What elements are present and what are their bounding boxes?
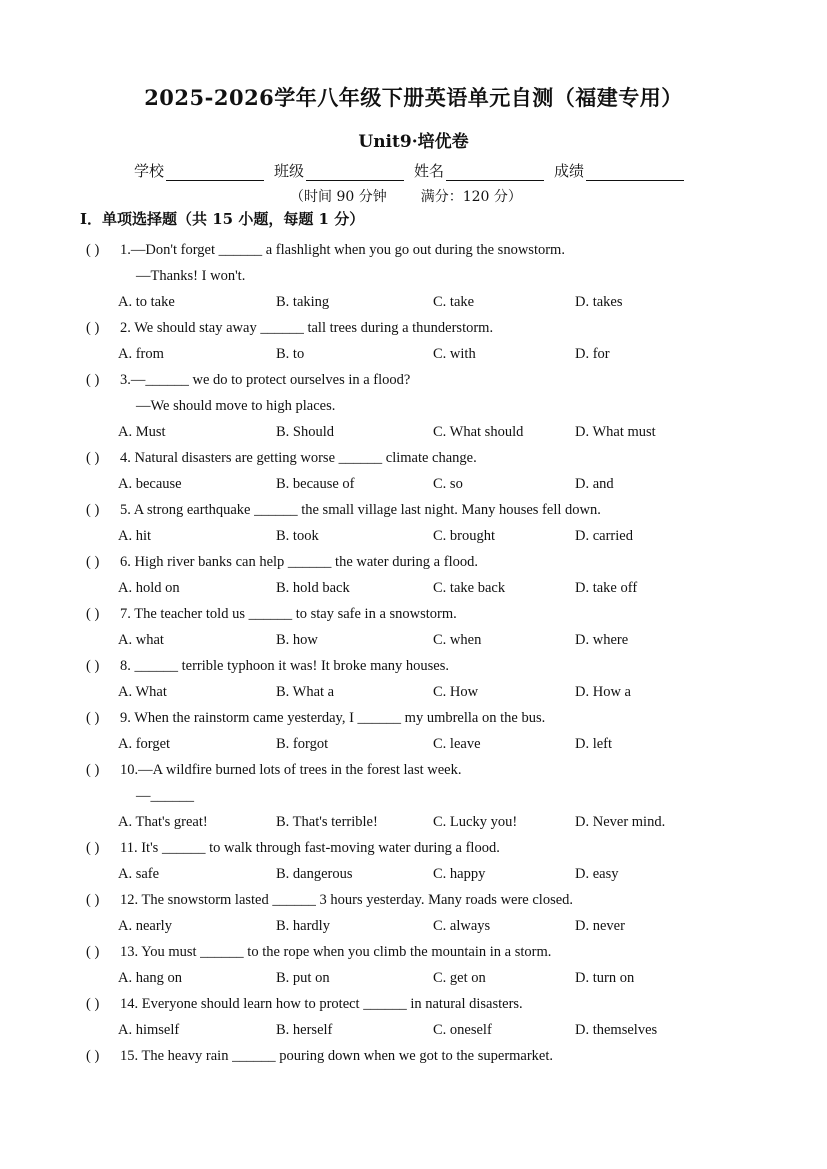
option-a: A. because — [118, 476, 182, 492]
question-item — [86, 445, 746, 497]
question-text: 2. We should stay away ______ tall trees during a thunderstorm. — [120, 320, 494, 336]
option-b: B. What a — [276, 684, 335, 700]
question-stem — [86, 237, 746, 263]
time-score-info — [290, 186, 522, 206]
question-item — [86, 991, 746, 1043]
option-d: D. themselves — [575, 1022, 658, 1038]
option-b: B. how — [276, 632, 318, 648]
option-c: C. when — [433, 632, 482, 648]
full-score: 满分：120 分） — [420, 189, 522, 205]
option-d: D. takes — [575, 294, 623, 310]
option-d: D. left — [575, 736, 613, 752]
question-item — [86, 601, 746, 653]
answer-bracket[interactable]: ( ) — [86, 1048, 100, 1064]
exam-title: 2025-2026学年八年级下册英语单元自测（福建专用） — [144, 85, 683, 110]
question-stem — [86, 445, 746, 471]
answer-bracket[interactable]: ( ) — [86, 762, 100, 778]
option-c: C. How — [433, 684, 479, 700]
option-a: A. safe — [118, 866, 160, 882]
dialogue-reply: —We should move to high places. — [136, 398, 336, 414]
question-stem — [86, 835, 746, 861]
option-c: C. happy — [433, 866, 486, 882]
option-row — [86, 965, 746, 991]
option-row — [86, 341, 746, 367]
option-d: D. carried — [575, 528, 633, 544]
question-text: 3.—______ we do to protect ourselves in a flood? — [120, 372, 411, 388]
option-row — [86, 575, 746, 601]
option-b: B. because of — [276, 476, 355, 492]
option-row — [86, 809, 746, 835]
question-text: 12. The snowstorm lasted ______ 3 hours yesterday. Many roads were closed. — [120, 892, 574, 908]
class-blank[interactable] — [306, 162, 404, 181]
question-stem — [86, 1043, 746, 1069]
question-stem — [86, 991, 746, 1017]
option-a: A. What — [118, 684, 167, 700]
question-stem — [86, 939, 746, 965]
option-c: C. oneself — [433, 1022, 492, 1038]
option-a: A. from — [118, 346, 164, 362]
score-field: 成绩 — [554, 160, 684, 181]
option-d: D. never — [575, 918, 625, 934]
question-stem — [86, 601, 746, 627]
question-text: 4. Natural disasters are getting worse ______ climate change. — [120, 450, 477, 466]
dialogue-reply: —______ — [136, 788, 194, 804]
option-c: C. take — [433, 294, 475, 310]
question-item — [86, 237, 746, 315]
option-a: A. hit — [118, 528, 152, 544]
answer-bracket[interactable]: ( ) — [86, 944, 100, 960]
option-b: B. forgot — [276, 736, 329, 752]
answer-bracket[interactable]: ( ) — [86, 502, 100, 518]
question-item — [86, 887, 746, 939]
option-row — [86, 861, 746, 887]
question-text: 1.—Don't forget ______ a flashlight when you go out during the snowstorm. — [120, 242, 565, 258]
option-b: B. That's terrible! — [276, 814, 378, 830]
option-row — [86, 731, 746, 757]
question-list — [86, 237, 746, 1069]
question-item — [86, 653, 746, 705]
school-blank[interactable] — [166, 162, 264, 181]
option-d: D. Never mind. — [575, 814, 666, 830]
question-text: 15. The heavy rain ______ pouring down when we got to the supermarket. — [120, 1048, 554, 1064]
answer-bracket[interactable]: ( ) — [86, 554, 100, 570]
option-row — [86, 523, 746, 549]
answer-bracket[interactable]: ( ) — [86, 450, 100, 466]
option-b: B. Should — [276, 424, 335, 440]
question-text: 13. You must ______ to the rope when you climb the mountain in a storm. — [120, 944, 552, 960]
answer-bracket[interactable]: ( ) — [86, 840, 100, 856]
option-c: C. get on — [433, 970, 486, 986]
option-a: A. to take — [118, 294, 175, 310]
option-d: D. easy — [575, 866, 619, 882]
answer-bracket[interactable]: ( ) — [86, 658, 100, 674]
answer-bracket[interactable]: ( ) — [86, 996, 100, 1012]
question-text: 7. The teacher told us ______ to stay safe in a snowstorm. — [120, 606, 457, 622]
option-b: B. herself — [276, 1022, 333, 1038]
answer-bracket[interactable]: ( ) — [86, 372, 100, 388]
question-item — [86, 367, 746, 445]
question-text: 9. When the rainstorm came yesterday, I ______ my umbrella on the bus. — [120, 710, 546, 726]
option-a: A. what — [118, 632, 164, 648]
question-item — [86, 939, 746, 991]
question-stem — [86, 653, 746, 679]
answer-bracket[interactable]: ( ) — [86, 242, 100, 258]
option-row — [86, 679, 746, 705]
question-item — [86, 705, 746, 757]
option-a: A. hold on — [118, 580, 180, 596]
school-field: 学校 — [134, 160, 264, 181]
dialogue-reply: —Thanks! I won't. — [136, 268, 246, 284]
option-d: D. and — [575, 476, 614, 492]
section-heading: I．单项选择题（共 15 小题，每题 1 分） — [80, 210, 365, 228]
question-item — [86, 315, 746, 367]
answer-bracket[interactable]: ( ) — [86, 320, 100, 336]
option-row — [86, 1017, 746, 1043]
question-stem — [86, 757, 746, 783]
question-stem — [86, 315, 746, 341]
question-item — [86, 1043, 746, 1069]
question-text: 8. ______ terrible typhoon it was! It broke many houses. — [120, 658, 450, 674]
answer-bracket[interactable]: ( ) — [86, 710, 100, 726]
option-d: D. How a — [575, 684, 631, 700]
option-a: A. Must — [118, 424, 166, 440]
option-c: C. brought — [433, 528, 496, 544]
answer-bracket[interactable]: ( ) — [86, 892, 100, 908]
option-c: C. Lucky you! — [433, 814, 518, 830]
question-stem — [86, 367, 746, 393]
question-text: 6. High river banks can help ______ the water during a flood. — [120, 554, 478, 570]
option-row — [86, 913, 746, 939]
option-row — [86, 419, 746, 445]
name-field: 姓名 — [414, 160, 544, 181]
class-field: 班级 — [274, 160, 404, 181]
option-d: D. take off — [575, 580, 638, 596]
student-info-row — [134, 160, 694, 181]
question-item — [86, 835, 746, 887]
question-item — [86, 549, 746, 601]
option-c: C. leave — [433, 736, 481, 752]
option-c: C. with — [433, 346, 476, 362]
question-text: 10.—A wildfire burned lots of trees in the forest last week. — [120, 762, 462, 778]
option-b: B. dangerous — [276, 866, 353, 882]
question-text: 11. It's ______ to walk through fast-moving water during a flood. — [120, 840, 500, 856]
question-item — [86, 757, 746, 835]
option-d: D. turn on — [575, 970, 635, 986]
score-blank[interactable] — [586, 162, 684, 181]
option-d: D. What must — [575, 424, 656, 440]
option-row — [86, 627, 746, 653]
option-a: A. himself — [118, 1022, 180, 1038]
time-limit: （时间 90 分钟 — [290, 189, 387, 205]
option-d: D. for — [575, 346, 610, 362]
option-c: C. so — [433, 476, 463, 492]
question-stem — [86, 705, 746, 731]
option-c: C. take back — [433, 580, 506, 596]
question-stem — [86, 549, 746, 575]
question-stem — [86, 497, 746, 523]
answer-bracket[interactable]: ( ) — [86, 606, 100, 622]
option-a: A. forget — [118, 736, 171, 752]
question-item — [86, 497, 746, 549]
option-d: D. where — [575, 632, 629, 648]
option-b: B. taking — [276, 294, 330, 310]
option-a: A. nearly — [118, 918, 172, 934]
option-b: B. put on — [276, 970, 330, 986]
question-text: 14. Everyone should learn how to protect ______ in natural disasters. — [120, 996, 523, 1012]
option-b: B. to — [276, 346, 305, 362]
option-a: A. hang on — [118, 970, 183, 986]
option-row — [86, 289, 746, 315]
option-b: B. took — [276, 528, 319, 544]
option-c: C. What should — [433, 424, 524, 440]
option-b: B. hardly — [276, 918, 330, 934]
option-a: A. That's great! — [118, 814, 208, 830]
name-blank[interactable] — [446, 162, 544, 181]
option-c: C. always — [433, 918, 491, 934]
option-b: B. hold back — [276, 580, 350, 596]
question-text: 5. A strong earthquake ______ the small village last night. Many houses fell down. — [120, 502, 601, 518]
exam-subtitle: Unit9·培优卷 — [358, 132, 469, 152]
question-stem — [86, 887, 746, 913]
option-row — [86, 471, 746, 497]
